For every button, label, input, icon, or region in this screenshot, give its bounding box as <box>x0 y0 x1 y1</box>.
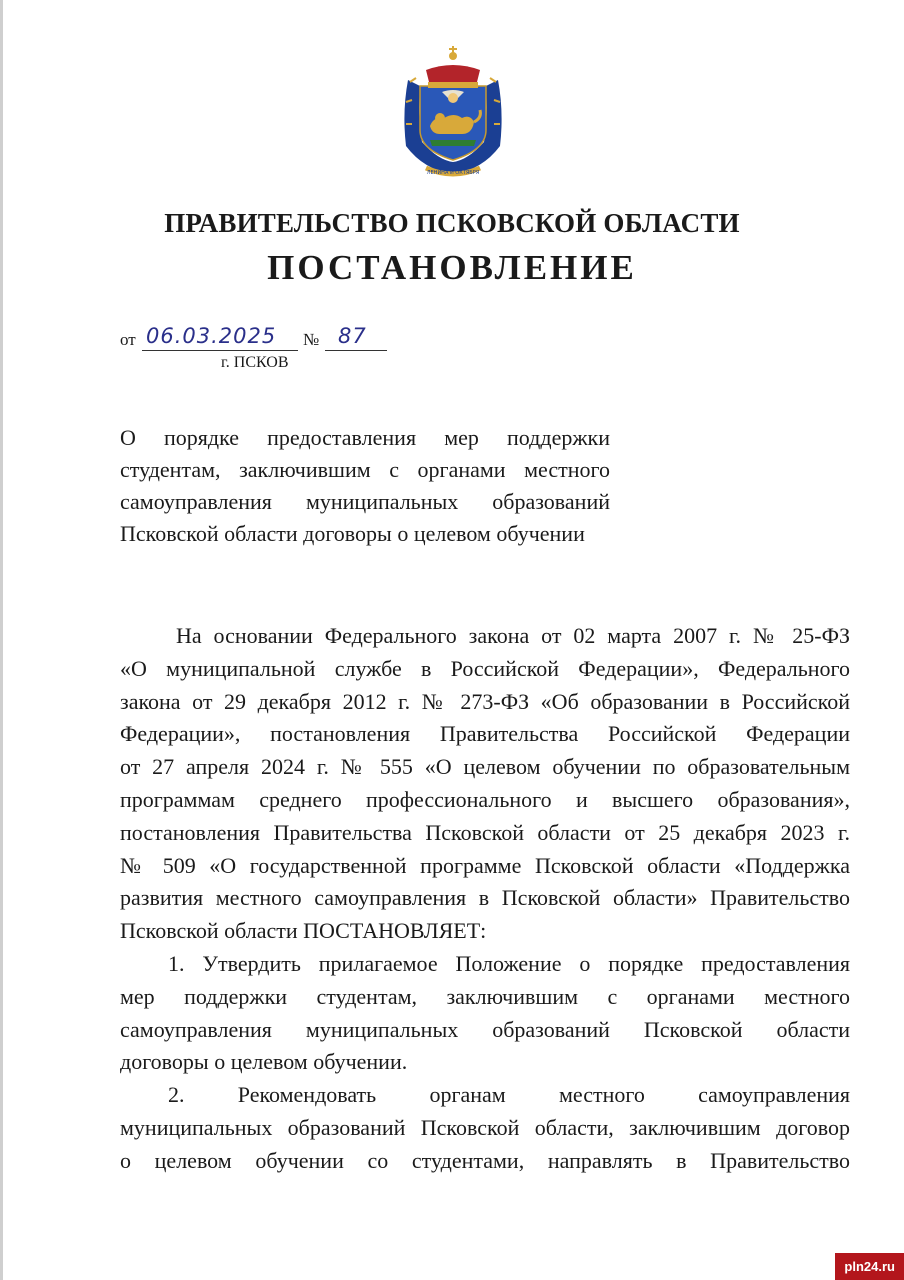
body-line: № 509 «О государственной программе Псковской области «Поддержка <box>120 852 850 878</box>
number-prefix: № <box>303 330 320 349</box>
number-value: 87 <box>338 324 367 348</box>
body-line: развития местного самоуправления в Псковской области» Правительство <box>120 885 850 911</box>
date-prefix: от <box>120 330 136 349</box>
body-line: 2. Рекомендовать органам местного самоуправления <box>168 1082 850 1108</box>
body-line: муниципальных образований Псковской области, заключившим договор <box>120 1114 850 1140</box>
body-line: самоуправления муниципальных образований Псковской области <box>120 1016 850 1042</box>
body-line: постановления Правительства Псковской области от 25 декабря 2023 г. <box>120 819 850 845</box>
body-line: 1. Утвердить прилагаемое Положение о порядке предоставления <box>168 950 850 976</box>
subject-line: Псковской области договоры о целевом обучении <box>120 521 585 546</box>
emblem-ribbon-text: ЛЕНИНА И ОКТЯБРЯ <box>426 170 480 176</box>
government-title: ПРАВИТЕЛЬСТВО ПСКОВСКОЙ ОБЛАСТИ <box>164 208 740 238</box>
document-subject <box>120 422 610 550</box>
document-body <box>120 620 850 1178</box>
date-underline <box>142 350 298 351</box>
body-line: «О муниципальной службе в Российской Федерации», Федерального <box>120 655 850 681</box>
city-label: г. ПСКОВ <box>221 354 289 371</box>
subject-line: студентам, заключившим с органами местного <box>120 457 610 482</box>
body-line: о целевом обучении со студентами, направлять в Правительство <box>120 1147 850 1173</box>
page-edge-shadow <box>0 0 3 1280</box>
body-line: программам среднего профессионального и высшего образования», <box>120 786 850 812</box>
body-line: договоры о целевом обучении. <box>120 1049 408 1075</box>
subject-line: самоуправления муниципальных образований <box>120 489 610 514</box>
body-line: мер поддержки студентам, заключившим с органами местного <box>120 983 850 1009</box>
body-line: На основании Федерального закона от 02 марта 2007 г. № 25-ФЗ <box>176 623 850 648</box>
body-line: Федерации», постановления Правительства Российской Федерации <box>120 721 850 747</box>
site-watermark: pln24.ru <box>835 1253 904 1280</box>
pskov-coat-of-arms-icon <box>396 42 510 182</box>
date-value: 06.03.2025 <box>146 324 277 348</box>
number-underline <box>325 350 387 351</box>
document-type-title: ПОСТАНОВЛЕНИЕ <box>267 248 637 287</box>
body-line: от 27 апреля 2024 г. № 555 «О целевом обучении по образовательным <box>120 754 850 780</box>
subject-line: О порядке предоставления мер поддержки <box>120 425 610 450</box>
body-line: закона от 29 декабря 2012 г. № 273-ФЗ «Об образовании в Российской <box>120 688 850 714</box>
body-line: Псковской области ПОСТАНОВЛЯЕТ: <box>120 918 487 944</box>
